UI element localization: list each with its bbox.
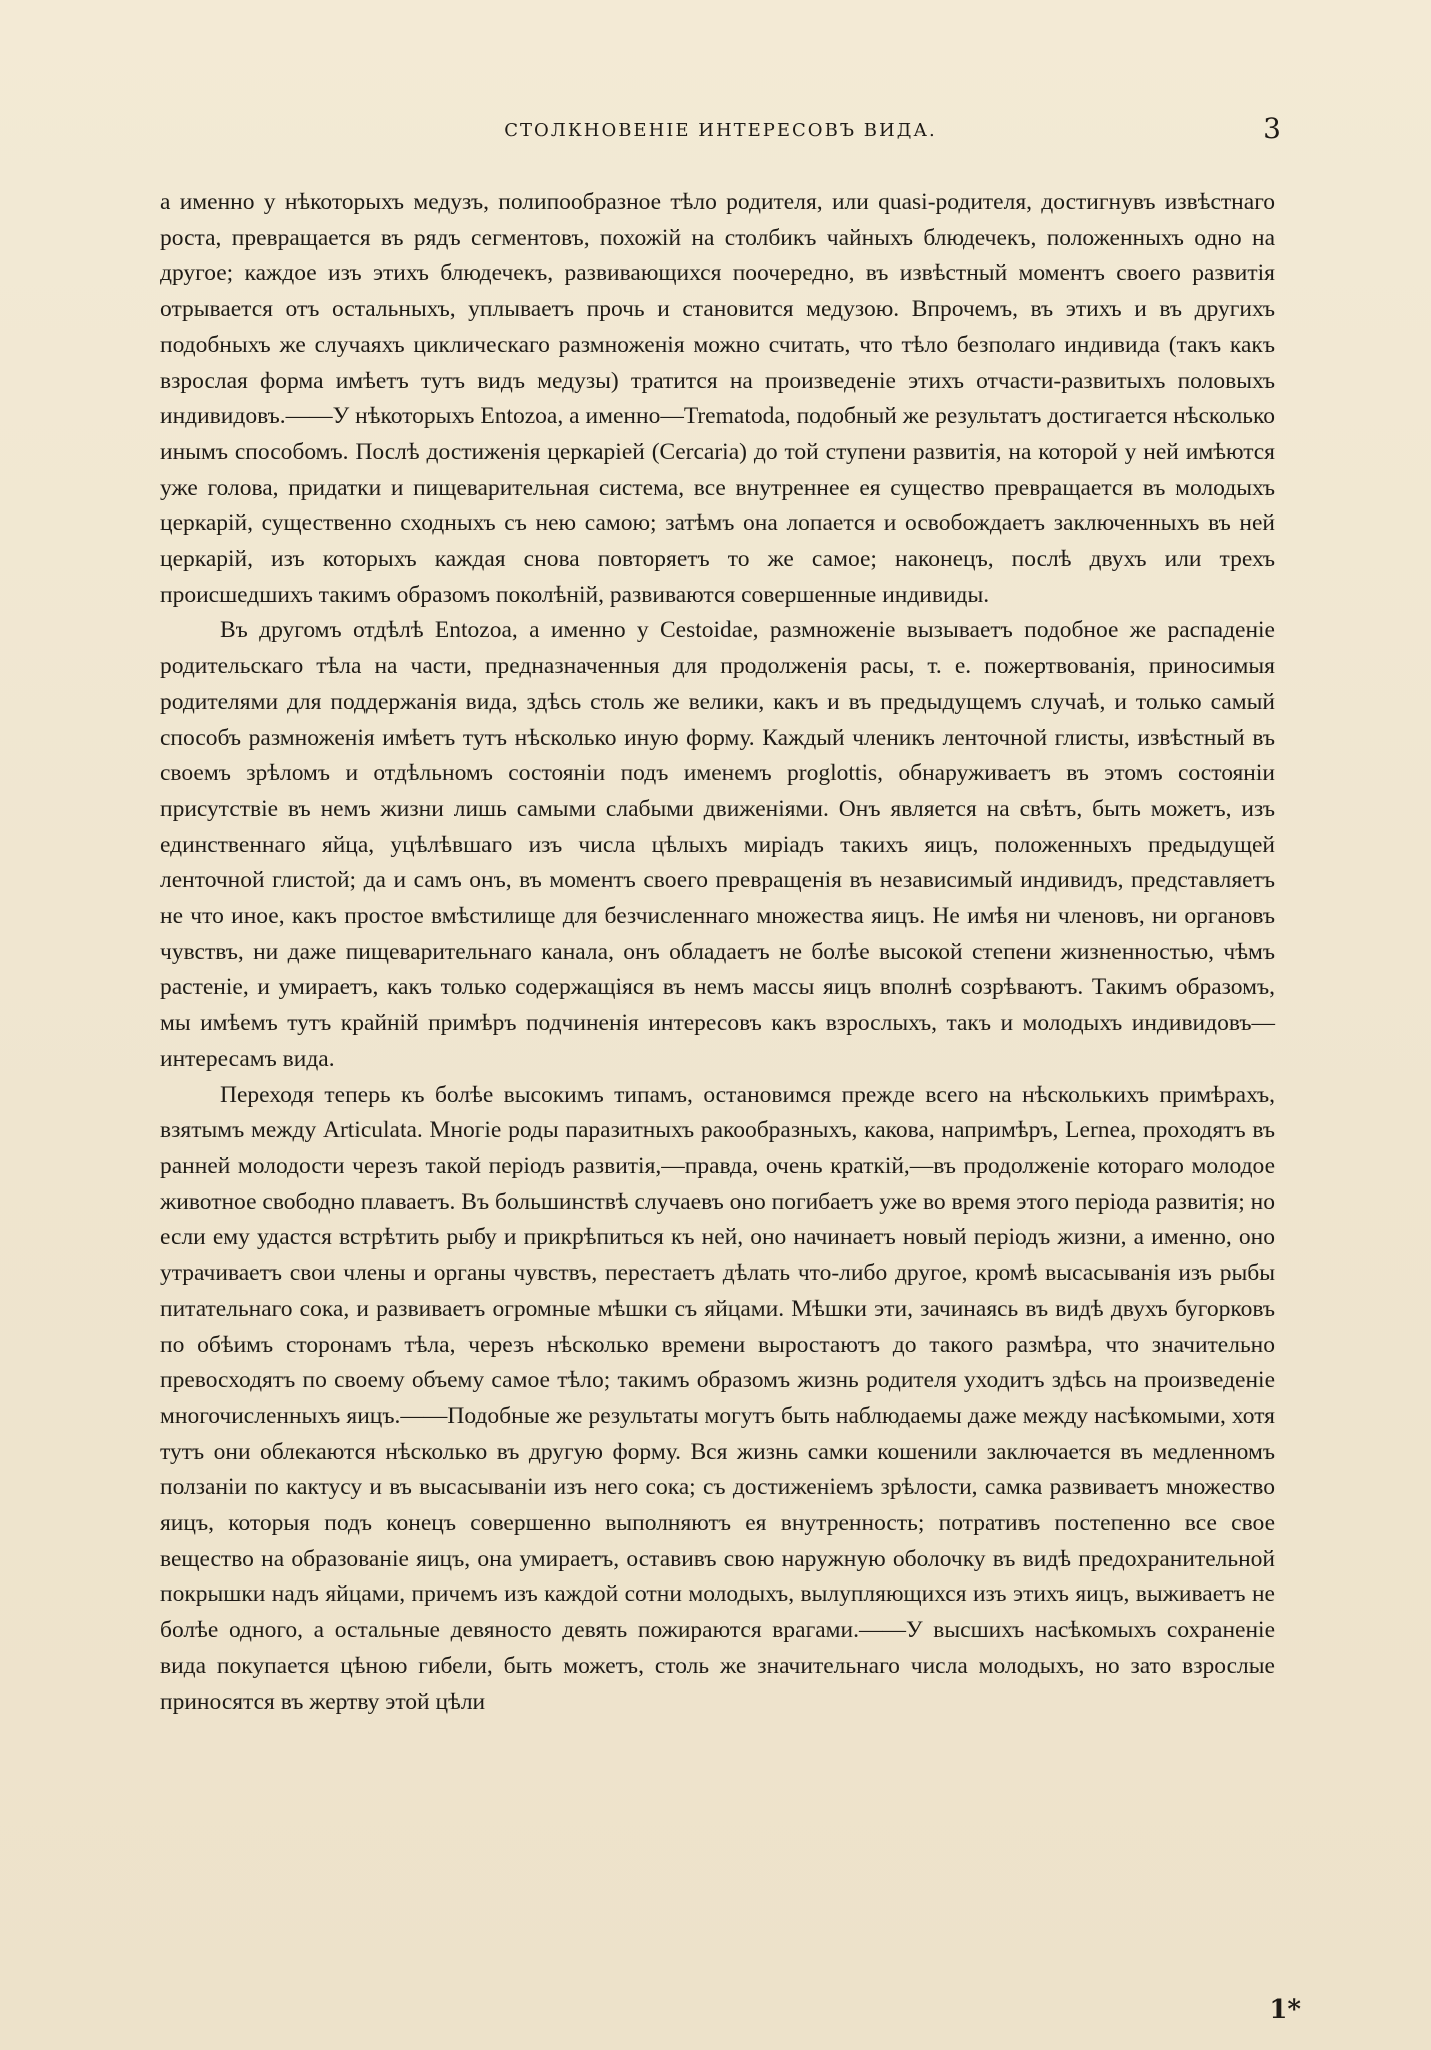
paragraph: Въ другомъ отдѣлѣ Entozoa, а именно у Cestoidae, размноженіе вызываетъ подобное же распаденіе родительскаго тѣла на части, предназначенныя для продолженія расы, т. е. пожертвованія, приносимыя родителями для поддержанія вида, здѣсь столь же велики, какъ и въ предыдущемъ случаѣ, и только самый способъ размноженія имѣетъ тутъ нѣсколько иную форму. Каждый членикъ ленточной глисты, извѣстный въ своемъ зрѣломъ и отдѣльномъ состояніи подъ именемъ proglottis, обнаруживаетъ въ этомъ состояніи присутствіе въ немъ жизни лишь самыми слабыми движеніями. Онъ является на свѣтъ, быть можетъ, изъ единственнаго яйца, уцѣлѣвшаго изъ числа цѣлыхъ миріадъ такихъ яицъ, положенныхъ предыдущей ленточной глистой; да и самъ онъ, въ моментъ своего превращенія въ независимый индивидъ, представляетъ не что иное, какъ простое вмѣстилище для безчисленнаго множества яицъ. Не имѣя ни членовъ, ни органовъ чувствъ, ни даже пищеварительнаго канала, онъ обладаетъ не болѣе высокой степени жизненностью, чѣмъ растеніе, и умираетъ, какъ только содержащіяся въ немъ массы яицъ вполнѣ созрѣваютъ. Такимъ образомъ, мы имѣемъ тутъ крайній примѣръ подчиненія интересовъ какъ взрослыхъ, такъ и молодыхъ индивидовъ—интересамъ вида.: [160, 617, 1275, 1072]
signature-mark: 1*: [1269, 1995, 1301, 2025]
paragraph: Переходя теперь къ болѣе высокимъ типамъ, остановимся прежде всего на нѣсколькихъ примѣрахъ, взятымъ между Articulata. Многіе роды паразитныхъ ракообразныхъ, какова, напримѣръ, Lernea, проходятъ въ ранней молодости черезъ такой періодъ развитія,—правда, очень краткій,—въ продолженіе котораго молодое животное свободно плаваетъ. Въ большинствѣ случаевъ оно погибаетъ уже во время этого періода развитія; но если ему удастся встрѣтить рыбу и прикрѣпиться къ ней, оно начинаетъ новый періодъ жизни, а именно, оно утрачиваетъ свои члены и органы чувствъ, перестаетъ дѣлать что-либо другое, кромѣ высасыванія изъ рыбы питательнаго сока, и развиваетъ огромные мѣшки съ яйцами. Мѣшки эти, зачинаясь въ видѣ двухъ бугорковъ по обѣимъ сторонамъ тѣла, черезъ нѣсколько времени выростаютъ до такого размѣра, что значительно превосходятъ по своему объему самое тѣло; такимъ образомъ жизнь родителя уходитъ здѣсь на произведеніе многочисленныхъ яицъ.——Подобные же результаты могутъ быть наблюдаемы даже между насѣкомыми, хотя тутъ они облекаются нѣсколько въ другую форму. Вся жизнь самки кошенили заключается въ медленномъ ползаніи по кактусу и въ высасываніи изъ него сока; съ достиженіемъ зрѣлости, самка развиваетъ множество яицъ, которыя подъ конецъ совершенно выполняютъ ея внутренность; потративъ постепенно все свое вещество на образованіе яицъ, она умираетъ, оставивъ свою наружную оболочку въ видѣ предохранительной покрышки надъ яйцами, причемъ изъ каждой сотни молодыхъ, вылупляющихся изъ этихъ яицъ, выживаетъ не болѣе одного, а остальные девяносто девять пожираются врагами.——У высшихъ насѣкомыхъ сохраненіе вида покупается цѣною гибели, быть можетъ, столь же значительнаго числа молодыхъ, но зато взрослые приносятся въ жертву этой цѣли: [160, 1081, 1275, 1715]
running-head: [160, 112, 1281, 152]
running-title: СТОЛКНОВЕНІЕ ИНТЕРЕСОВЪ ВИДА.: [504, 120, 937, 141]
body-text: [160, 185, 1275, 1720]
paragraph-continuation: а именно у нѣкоторыхъ медузъ, полипообразное тѣло родителя, или quasi-родителя, достигнувъ извѣстнаго роста, превращается въ рядъ сегментовъ, похожій на столбикъ чайныхъ блюдечекъ, положенныхъ одно на другое; каждое изъ этихъ блюдечекъ, развивающихся поочередно, въ извѣстный моментъ своего развитія отрывается отъ остальныхъ, уплываетъ прочь и становится медузою. Впрочемъ, въ этихъ и въ другихъ подобныхъ же случаяхъ циклическаго размноженія можно считать, что тѣло безполаго индивида (такъ какъ взрослая форма имѣетъ тутъ видъ медузы) тратится на произведеніе этихъ отчасти-развитыхъ половыхъ индивидовъ.——У нѣкоторыхъ Entozoa, а именно—Trematoda, подобный же результатъ достигается нѣсколько инымъ способомъ. Послѣ достиженія церкаріей (Cercaria) до той ступени развитія, на которой у ней имѣются уже голова, придатки и пищеварительная система, все внутреннее ея существо превращается въ молодыхъ церкарій, существенно сходныхъ съ нею самою; затѣмъ она лопается и освобождаетъ заключенныхъ въ ней церкарій, изъ которыхъ каждая снова повторяетъ то же самое; наконецъ, послѣ двухъ или трехъ происшедшихъ такимъ образомъ поколѣній, развиваются совершенные индивиды.: [160, 189, 1275, 608]
page-number: 3: [1263, 112, 1281, 145]
